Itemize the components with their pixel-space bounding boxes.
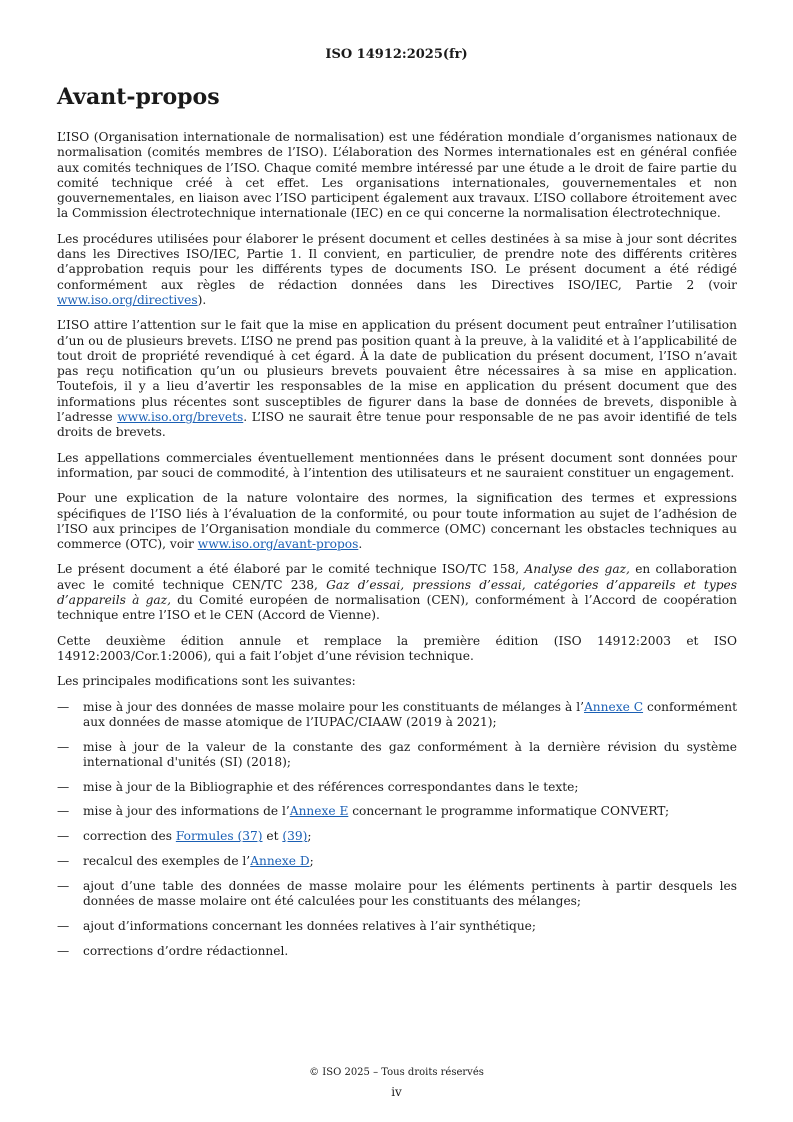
list-item: — recalcul des exemples de l’Annexe D;	[57, 854, 314, 869]
foreword-link[interactable]: www.iso.org/avant-propos	[197, 537, 359, 552]
list-item: — mise à jour des données de masse molaire pour les constituants de mélanges à l’Annexe C conformément aux données de masse atomique de l’IUPAC/CIAAW (2019 à 2021);	[57, 699, 737, 729]
list-dash: —	[57, 779, 70, 794]
directives-link[interactable]: www.iso.org/directives	[57, 292, 198, 307]
list-item: — mise à jour des informations de l’Annexe E concernant le programme informatique CONVERT;	[57, 804, 670, 819]
patents-link[interactable]: www.iso.org/brevets	[117, 410, 244, 425]
changes-list	[57, 700, 737, 960]
paragraph-committee: Le présent document a été élaboré par le comité technique ISO/TC 158, Analyse des gaz, en collaboration avec le comité technique CEN/TC 238, Gaz d’essai, pressions d’essai, catégories d’appareils et types d’appareils à gaz, du Comité européen de normalisation (CEN), conformément à l’Accord de coopération technique entre l’ISO et le CEN (Accord de Vienne).	[57, 562, 738, 623]
document-body	[57, 130, 737, 969]
list-item: — corrections d’ordre rédactionnel.	[57, 943, 289, 958]
paragraph-edition: Cette deuxième édition annule et remplace la première édition (ISO 14912:2003 et ISO 14912:2003/Cor.1:2006), qui a fait l’objet d’une révision technique.	[57, 633, 737, 663]
annex-e-link[interactable]: Annexe E	[289, 804, 349, 819]
annex-d-link[interactable]: Annexe D	[250, 854, 310, 869]
list-dash: —	[57, 804, 70, 819]
list-item: — ajout d’informations concernant les données relatives à l’air synthétique;	[57, 918, 536, 933]
list-dash: —	[57, 739, 70, 754]
paragraph-trade-names: Les appellations commerciales éventuellement mentionnées dans le présent document sont données pour information, par souci de commodité, à l’intention des utilisateurs et ne sauraient constituer un engagement.	[57, 450, 737, 480]
list-item: — mise à jour de la Bibliographie et des références correspondantes dans le texte;	[57, 779, 579, 794]
page-number: iv	[391, 1085, 402, 1099]
paragraph-procedures: Les procédures utilisées pour élaborer le présent document et celles destinées à sa mise à jour sont décrites dans les Directives ISO/IEC, Partie 1. Il convient, en particulier, de prendre note des différents critères d’approbation requis pour les différents types de documents ISO. Le présent document a été rédigé conformément aux règles de rédaction données dans les Directives ISO/IEC, Partie 2 (voir www.iso.org/directives).	[57, 231, 737, 307]
page-title: Avant-propos	[57, 84, 220, 110]
paragraph-iso-intro: L’ISO (Organisation internationale de normalisation) est une fédération mondiale d’organismes nationaux de normalisation (comités membres de l’ISO). L’élaboration des Normes internationales est en général confiée aux comités techniques de l’ISO. Chaque comité membre intéressé par une étude a le droit de faire partie du comité technique créé à cet effet. Les organisations internationales, gouvernementales et non gouvernementales, en liaison avec l’ISO participent également aux travaux. L’ISO collabore étroitement avec la Commission électrotechnique internationale (IEC) en ce qui concerne la normalisation électrotechnique.	[57, 130, 737, 221]
copyright-footer: © ISO 2025 – Tous droits réservés	[309, 1067, 484, 1078]
paragraph-changes-intro: Les principales modifications sont les suivantes:	[57, 674, 356, 689]
list-dash: —	[57, 878, 70, 893]
list-dash: —	[57, 854, 70, 869]
paragraph-voluntary-nature: Pour une explication de la nature volontaire des normes, la signification des termes et expressions spécifiques de l’ISO liés à l’évaluation de la conformité, ou pour toute information au sujet de l’adhésion de l’ISO aux principes de l’Organisation mondiale du commerce (OMC) concernant les obstacles techniques au commerce (OTC), voir www.iso.org/avant-propos.	[57, 491, 737, 552]
annex-c-link[interactable]: Annexe C	[583, 699, 644, 714]
formula-39-link[interactable]: (39)	[282, 829, 308, 844]
list-dash: —	[57, 829, 70, 844]
list-dash: —	[57, 943, 70, 958]
list-item: — correction des Formules (37) et (39);	[57, 829, 312, 844]
list-dash: —	[57, 918, 70, 933]
list-dash: —	[57, 699, 70, 714]
document-header: ISO 14912:2025(fr)	[325, 47, 468, 62]
formula-37-link[interactable]: Formules (37)	[175, 829, 263, 844]
list-item: — ajout d’une table des données de masse molaire pour les éléments pertinents à partir desquels les données de masse molaire ont été calculées pour les constituants des mélanges;	[57, 878, 737, 909]
paragraph-patents: L’ISO attire l’attention sur le fait que la mise en application du présent document peut entraîner l’utilisation d’un ou de plusieurs brevets. L’ISO ne prend pas position quant à la preuve, à la validité et à l’applicabilité de tout droit de propriété revendiqué à cet égard. À la date de publication du présent document, l’ISO n’avait pas reçu notification qu’un ou plusieurs brevets pouvaient être nécessaires à sa mise en application. Toutefois, il y a lieu d’avertir les responsables de la mise en application du présent document que des informations plus récentes sont susceptibles de figurer dans la base de données de brevets, disponible à l’adresse www.iso.org/brevets. L’ISO ne saurait être tenue pour responsable de ne pas avoir identifié de tels droits de brevets.	[57, 318, 737, 440]
list-item: — mise à jour de la valeur de la constante des gaz conformément à la dernière révision du système international d'unités (SI) (2018);	[57, 739, 737, 769]
